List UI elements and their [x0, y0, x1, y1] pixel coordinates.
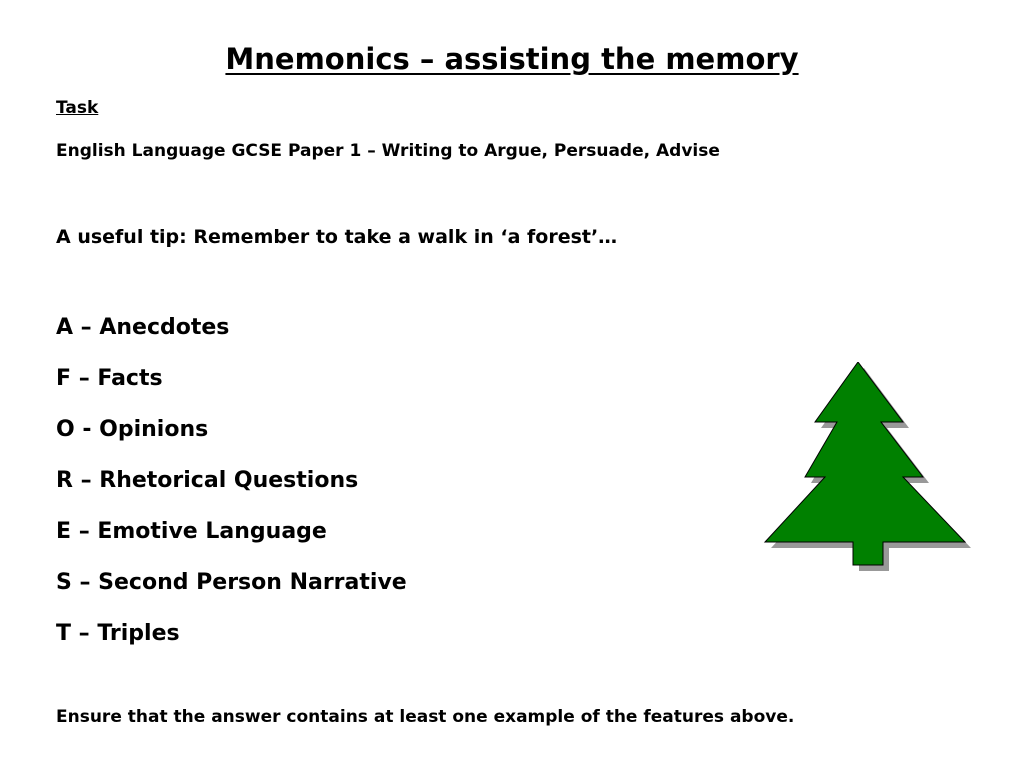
slide-title: Mnemonics – assisting the memory: [225, 42, 799, 76]
tip-text: A useful tip: Remember to take a walk in ‘a forest’…: [56, 226, 618, 248]
mnemonic-item-a: A – Anecdotes: [56, 315, 230, 340]
mnemonic-item-r: R – Rhetorical Questions: [56, 468, 359, 493]
task-text: English Language GCSE Paper 1 – Writing to Argue, Persuade, Advise: [56, 141, 720, 161]
fir-tree-icon: [755, 362, 980, 582]
tree-body: [765, 362, 965, 565]
mnemonic-item-s: S – Second Person Narrative: [56, 570, 407, 595]
mnemonic-item-f: F – Facts: [56, 366, 163, 391]
mnemonic-item-o: O - Opinions: [56, 417, 209, 442]
mnemonic-item-e: E – Emotive Language: [56, 519, 327, 544]
mnemonic-list: [56, 311, 407, 668]
footer-note: Ensure that the answer contains at least one example of the features above.: [56, 707, 795, 727]
task-label: Task: [56, 98, 99, 118]
mnemonic-item-t: T – Triples: [56, 621, 180, 646]
